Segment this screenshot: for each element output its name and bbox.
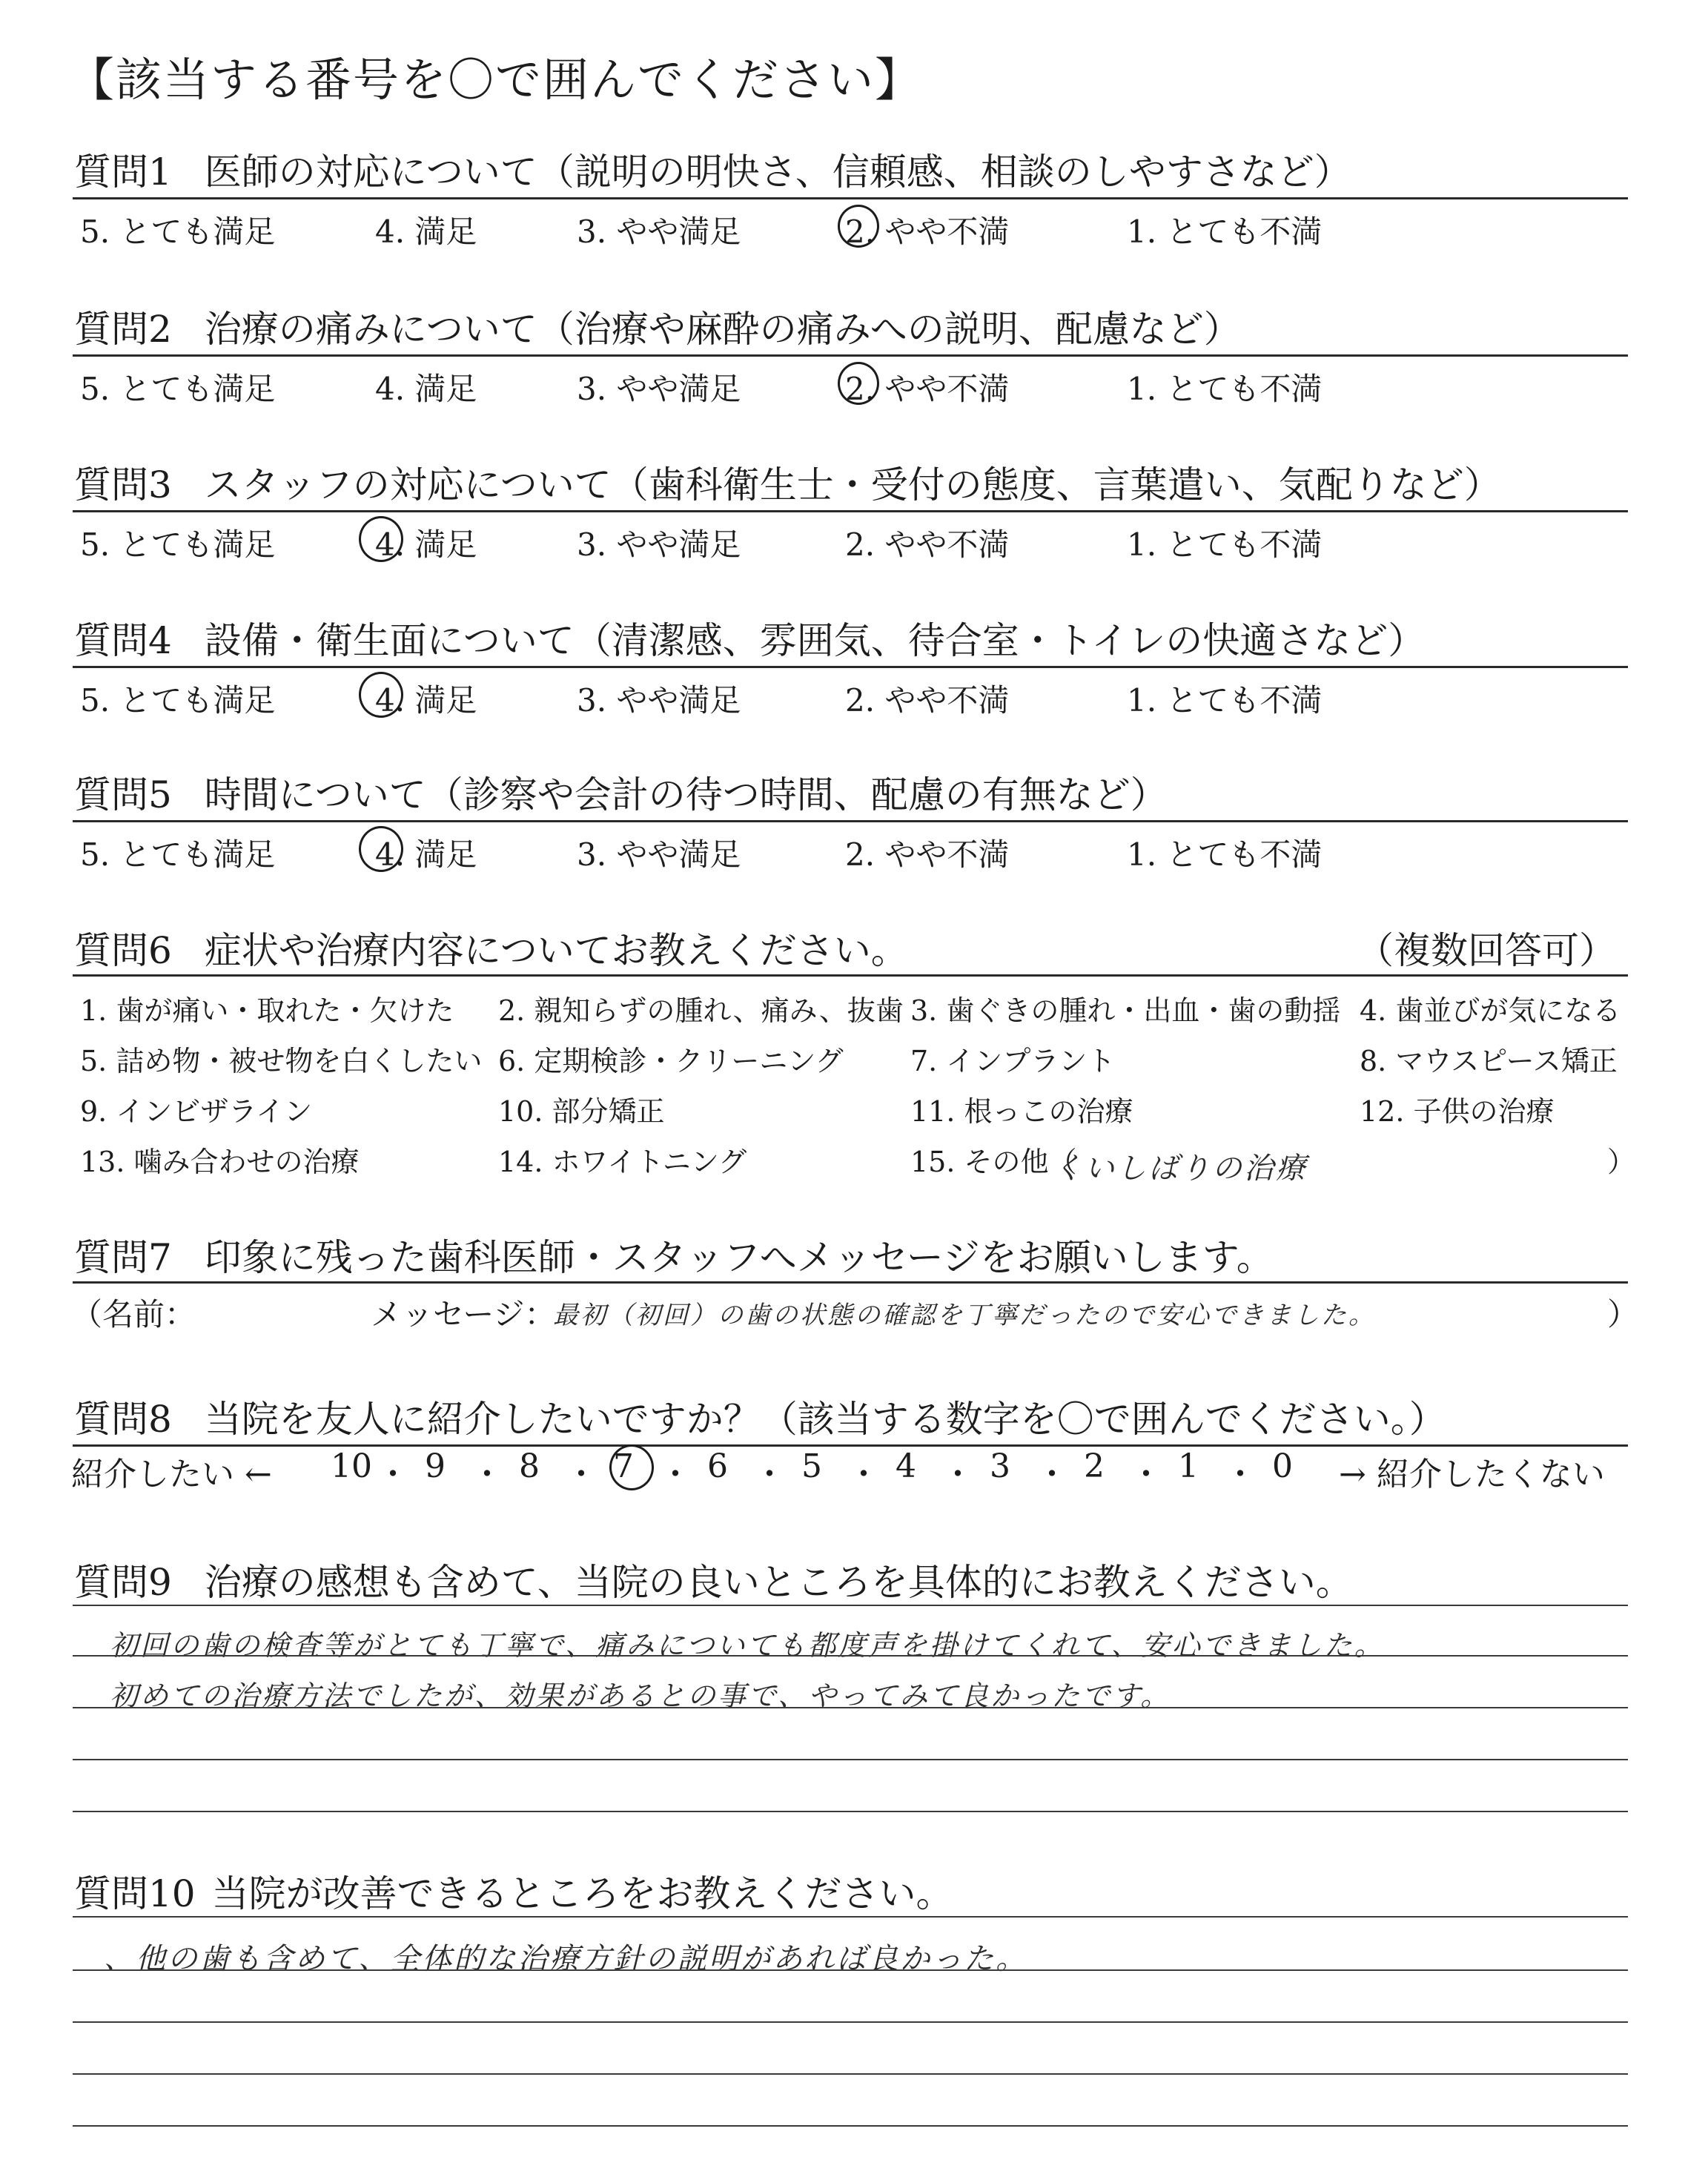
q6-item-10: 10. 部分矯正 (498, 1095, 665, 1128)
q8-scale-separator: ・ (471, 1456, 503, 1493)
q6-item-14: 14. ホワイトニング (498, 1146, 747, 1178)
q8-scale-value-2: 2 (1084, 1447, 1105, 1485)
q1-option-1: 1. とても不満 (1127, 214, 1323, 250)
q2-selection-circle (838, 362, 879, 405)
q9-line-5 (73, 1811, 1628, 1812)
q10-line-5 (73, 2125, 1628, 2127)
q7-name-label: （名前： (71, 1296, 196, 1332)
question-4-text: 設備・衛生面について（清潔感、雰囲気、待合室・トイレの快適さなど） (204, 619, 1426, 662)
q3-selection-circle (359, 516, 403, 562)
question-6-note: （複数回答可） (1357, 929, 1616, 972)
question-4 (74, 611, 1425, 664)
q2-option-3: 3. やや満足 (577, 371, 741, 407)
q8-scale-value-0: 0 (1272, 1447, 1293, 1485)
q3-option-1: 1. とても不満 (1127, 526, 1323, 563)
q6-item-13: 13. 噛み合わせの治療 (80, 1146, 360, 1178)
q5-option-5: 5. とても満足 (80, 836, 276, 873)
q1-option-5: 5. とても満足 (80, 214, 276, 250)
page-title: 【該当する番号を〇で囲んでください】 (68, 53, 923, 107)
q9-line-3 (73, 1707, 1628, 1708)
q6-other-close-paren: ） (1607, 1146, 1636, 1178)
q3-option-4: 4. 満足 (375, 526, 477, 563)
q8-scale-separator: ・ (377, 1456, 409, 1493)
q6-item-8: 8. マウスピース矯正 (1360, 1045, 1618, 1077)
question-4-label: 質問4 (74, 619, 172, 662)
q6-item-15: 15. その他（ (910, 1146, 1077, 1178)
q10-answer-line-1: 、他の歯も含めて、全体的な治療方針の説明があれば良かった。 (104, 1942, 1028, 1976)
question-10-text: 当院が改善できるところをお教えください。 (211, 1872, 953, 1915)
question-3-text: スタッフの対応について（歯科衛生士・受付の態度、言葉遣い、気配りなど） (204, 463, 1501, 506)
question-8-text: 当院を友人に紹介したいですか？（該当する数字を〇で囲んでください。） (204, 1398, 1446, 1441)
q1-option-2: 2. やや不満 (845, 214, 1010, 250)
question-6-text: 症状や治療内容についてお教えください。 (204, 929, 908, 972)
question-9-label: 質問9 (74, 1561, 172, 1604)
question-7-label: 質問7 (74, 1236, 172, 1279)
q2-option-4: 4. 満足 (375, 371, 477, 407)
q10-line-3 (73, 2021, 1628, 2023)
q6-item-4: 4. 歯並びが気になる (1360, 994, 1621, 1027)
q8-scale-separator: ・ (659, 1456, 692, 1493)
question-2-rule (73, 354, 1628, 357)
q8-scale-value-8: 8 (519, 1447, 540, 1485)
q7-close-paren: ） (1607, 1296, 1639, 1332)
question-5-rule (73, 820, 1628, 822)
q8-scale-separator: ・ (753, 1456, 786, 1493)
q10-line-4 (73, 2073, 1628, 2075)
q4-option-1: 1. とても不満 (1127, 682, 1323, 719)
q6-item-1: 1. 歯が痛い・取れた・欠けた (80, 994, 454, 1027)
q1-option-3: 3. やや満足 (577, 214, 741, 250)
question-1-text: 医師の対応について（説明の明快さ、信頼感、相談のしやすさなど） (204, 151, 1351, 194)
q5-option-3: 3. やや満足 (577, 836, 741, 873)
question-10-label: 質問10 (74, 1872, 196, 1915)
q8-scale-value-1: 1 (1178, 1447, 1199, 1485)
q1-option-4: 4. 満足 (375, 214, 477, 250)
q4-option-4: 4. 満足 (375, 682, 477, 719)
q5-option-1: 1. とても不満 (1127, 836, 1323, 873)
q6-other-answer: くいしばりの治療 (1053, 1152, 1308, 1186)
q6-item-9: 9. インビザライン (80, 1095, 313, 1128)
q8-scale-separator: ・ (1036, 1456, 1068, 1493)
q5-selection-circle (359, 826, 403, 872)
question-1-label: 質問1 (74, 151, 172, 194)
question-9 (74, 1553, 1353, 1606)
q6-item-7: 7. インプラント (910, 1045, 1116, 1077)
q5-option-4: 4. 満足 (375, 836, 477, 873)
q10-line-2 (73, 1969, 1628, 1971)
q2-option-5: 5. とても満足 (80, 371, 276, 407)
q6-item-12: 12. 子供の治療 (1360, 1095, 1555, 1128)
q8-scale-separator: ・ (1224, 1456, 1257, 1493)
q2-option-2: 2. やや不満 (845, 371, 1010, 407)
question-2-label: 質問2 (74, 308, 172, 351)
q8-scale-value-9: 9 (425, 1447, 446, 1485)
question-10 (74, 1864, 953, 1918)
question-1-rule (73, 197, 1628, 199)
q6-item-5: 5. 詰め物・被せ物を白くしたい (80, 1045, 483, 1077)
q3-option-2: 2. やや不満 (845, 526, 1010, 563)
question-8-rule (73, 1444, 1628, 1447)
question-3-rule (73, 510, 1628, 512)
q8-right-label: → 紹介したくない (1339, 1456, 1605, 1493)
q5-option-2: 2. やや不満 (845, 836, 1010, 873)
q8-selection-circle (609, 1444, 654, 1490)
question-8-label: 質問8 (74, 1398, 172, 1441)
question-2 (74, 300, 1241, 353)
q4-selection-circle (359, 672, 403, 718)
q8-scale-separator: ・ (1130, 1456, 1162, 1493)
q4-option-3: 3. やや満足 (577, 682, 741, 719)
q6-item-11: 11. 根っこの治療 (910, 1095, 1133, 1128)
q2-option-1: 1. とても不満 (1127, 371, 1323, 407)
question-6-rule (73, 974, 1628, 977)
q8-scale-separator: ・ (847, 1456, 880, 1493)
question-7 (74, 1228, 1274, 1281)
q8-scale-value-7: 7 (613, 1447, 634, 1485)
q7-message-text: 最初（初回）の歯の状態の確認を丁寧だったので安心できました。 (553, 1301, 1376, 1330)
q10-line-1 (73, 1916, 1628, 1918)
question-7-text: 印象に残った歯科医師・スタッフへメッセージをお願いします。 (204, 1236, 1274, 1279)
question-3 (74, 455, 1501, 509)
q4-option-5: 5. とても満足 (80, 682, 276, 719)
q8-scale-separator: ・ (941, 1456, 974, 1493)
q9-line-2 (73, 1655, 1628, 1657)
question-6-label: 質問6 (74, 929, 172, 972)
question-4-rule (73, 666, 1628, 668)
q8-scale-value-6: 6 (707, 1447, 728, 1485)
question-5-label: 質問5 (74, 773, 172, 816)
q7-message-label: メッセージ： (371, 1296, 556, 1332)
q6-item-2: 2. 親知らずの腫れ、痛み、抜歯 (498, 994, 904, 1027)
q8-scale-value-5: 5 (801, 1447, 822, 1485)
q3-option-3: 3. やや満足 (577, 526, 741, 563)
question-7-rule (73, 1281, 1628, 1284)
question-9-text: 治療の感想も含めて、当院の良いところを具体的にお教えください。 (204, 1561, 1353, 1604)
q9-answer-line-1: 初回の歯の検査等がとても丁寧で、痛みについても都度声を掛けてくれて、安心できました。 (110, 1629, 1385, 1662)
q8-scale-separator: ・ (565, 1456, 598, 1493)
q9-answer-line-2: 初めての治療方法でしたが、効果があるとの事で、やってみて良かったです。 (110, 1680, 1171, 1712)
q6-item-3: 3. 歯ぐきの腫れ・出血・歯の動揺 (910, 994, 1341, 1027)
question-1 (74, 142, 1351, 196)
q9-line-1 (73, 1605, 1628, 1606)
q9-line-4 (73, 1759, 1628, 1760)
q8-left-label: 紹介したい ← (71, 1456, 272, 1493)
q1-selection-circle (838, 205, 879, 248)
question-2-text: 治療の痛みについて（治療や麻酔の痛みへの説明、配慮など） (204, 308, 1241, 351)
question-6 (74, 921, 908, 974)
q6-item-6: 6. 定期検診・クリーニング (498, 1045, 844, 1077)
question-8 (74, 1390, 1446, 1443)
question-5-text: 時間について（診察や会計の待つ時間、配慮の有無など） (204, 773, 1168, 816)
q3-option-5: 5. とても満足 (80, 526, 276, 563)
question-3-label: 質問3 (74, 463, 172, 506)
q8-scale-value-3: 3 (990, 1447, 1010, 1485)
q4-option-2: 2. やや不満 (845, 682, 1010, 719)
question-5 (74, 765, 1168, 819)
q8-scale-value-4: 4 (896, 1447, 916, 1485)
q8-scale-value-10: 10 (331, 1447, 372, 1485)
